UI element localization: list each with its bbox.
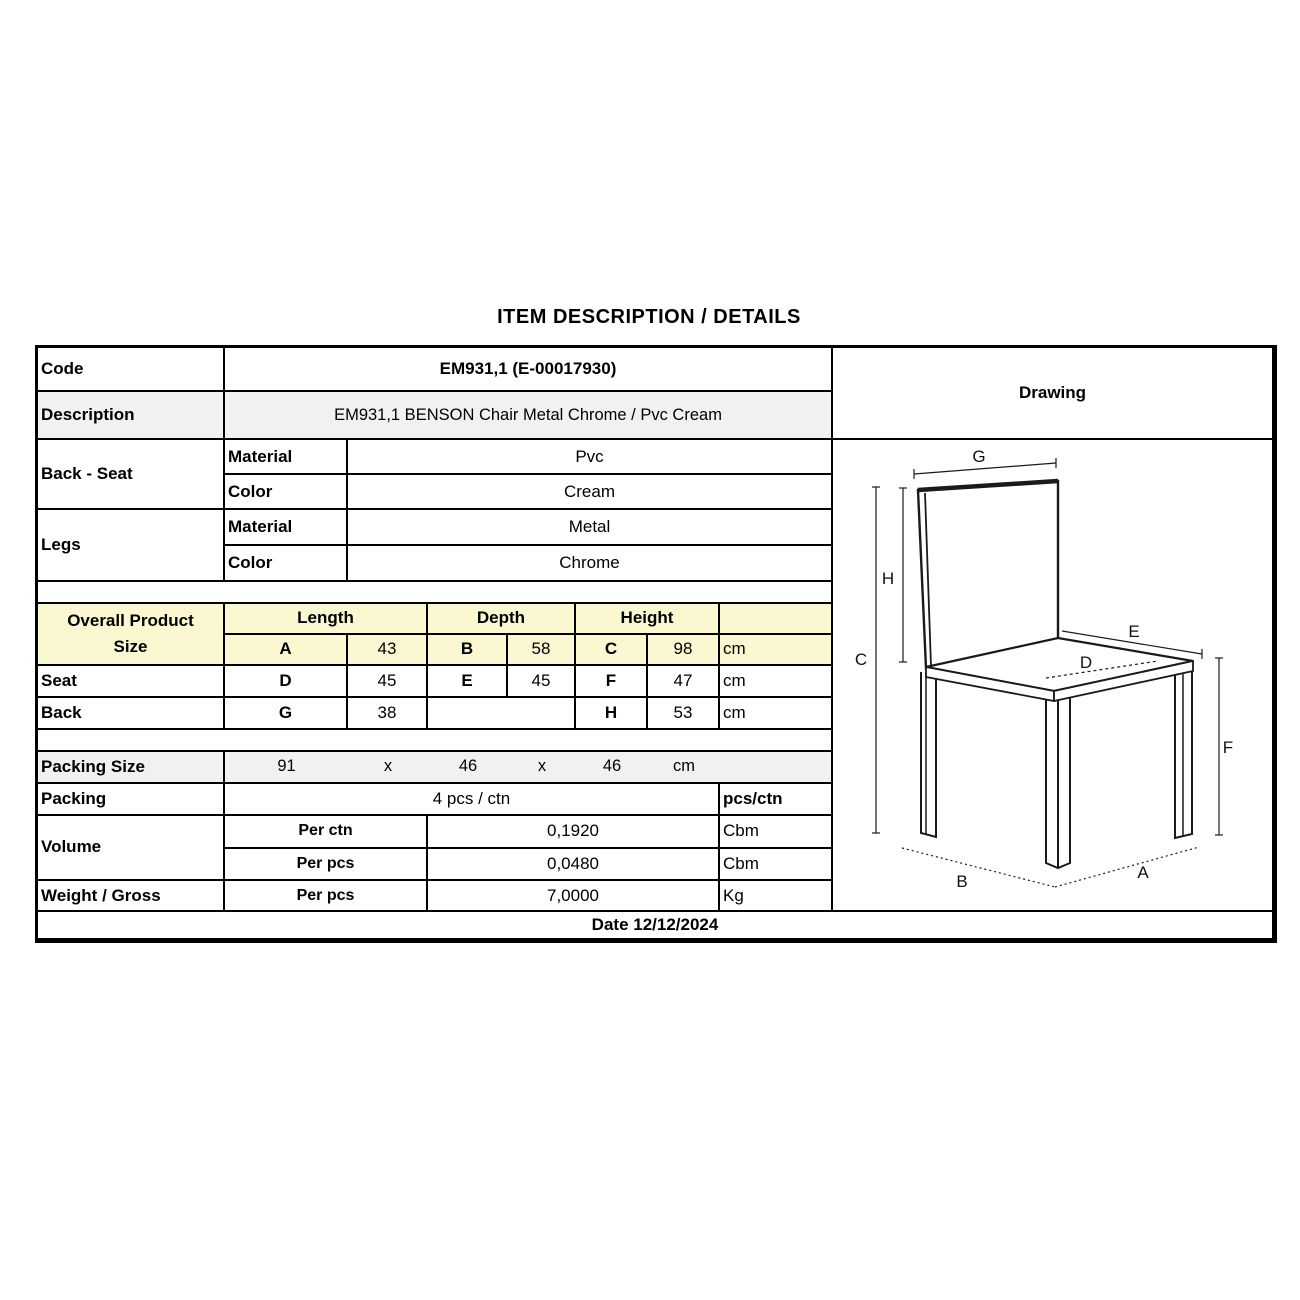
seat-length-value: 45 bbox=[348, 666, 428, 698]
legs-color-value: Chrome bbox=[348, 546, 833, 582]
chair-drawing bbox=[836, 440, 1269, 905]
size-header-unit-empty bbox=[720, 604, 833, 634]
dim-label-e: E bbox=[1128, 622, 1140, 641]
weight-per-pcs-label: Per pcs bbox=[225, 881, 428, 912]
packing-size-part: 46 bbox=[602, 757, 622, 776]
dim-label-c: C bbox=[854, 650, 868, 669]
seat-depth-key: E bbox=[428, 666, 508, 698]
spacer-cell bbox=[38, 582, 833, 604]
spacer-cell bbox=[38, 730, 833, 752]
back-seat-group-label: Back - Seat bbox=[38, 440, 225, 510]
date-row bbox=[38, 912, 1274, 940]
size-header-depth: Depth bbox=[428, 604, 576, 634]
back-height-key: H bbox=[576, 698, 648, 730]
size-header-height: Height bbox=[576, 604, 720, 634]
description-value: EM931,1 BENSON Chair Metal Chrome / Pvc Cream bbox=[225, 392, 833, 440]
back-depth-empty bbox=[428, 698, 576, 730]
volume-per-ctn-value: 0,1920 bbox=[428, 816, 720, 849]
back-seat-color-value: Cream bbox=[348, 475, 833, 510]
volume-per-pcs-value: 0,0480 bbox=[428, 849, 720, 881]
back-length-key: G bbox=[225, 698, 348, 730]
back-seat-material-row bbox=[38, 440, 1274, 475]
back-length-value: 38 bbox=[348, 698, 428, 730]
drawing-area bbox=[833, 440, 1274, 912]
legs-color-label: Color bbox=[225, 546, 348, 582]
overall-depth-key: B bbox=[428, 635, 508, 666]
volume-label: Volume bbox=[38, 816, 225, 881]
weight-value: 7,0000 bbox=[428, 881, 720, 912]
packing-size-label: Packing Size bbox=[38, 752, 225, 784]
seat-label: Seat bbox=[38, 666, 225, 698]
back-label: Back bbox=[38, 698, 225, 730]
overall-length-value: 43 bbox=[348, 635, 428, 666]
packing-size-part: 46 bbox=[458, 757, 478, 776]
dim-label-h: H bbox=[881, 569, 895, 588]
volume-per-ctn-unit: Cbm bbox=[720, 816, 833, 849]
overall-unit: cm bbox=[720, 635, 833, 666]
description-label: Description bbox=[38, 392, 225, 440]
packing-size-value bbox=[225, 752, 833, 784]
seat-length-key: D bbox=[225, 666, 348, 698]
seat-depth-value: 45 bbox=[508, 666, 576, 698]
overall-length-key: A bbox=[225, 635, 348, 666]
overall-height-key: C bbox=[576, 635, 648, 666]
code-value: EM931,1 (E-00017930) bbox=[225, 348, 833, 392]
dim-label-f: F bbox=[1222, 738, 1234, 757]
packing-label: Packing bbox=[38, 784, 225, 816]
chair-figure bbox=[918, 481, 1193, 868]
volume-per-pcs-unit: Cbm bbox=[720, 849, 833, 881]
packing-unit: pcs/ctn bbox=[720, 784, 833, 816]
overall-depth-value: 58 bbox=[508, 635, 576, 666]
legs-group-label: Legs bbox=[38, 510, 225, 582]
seat-unit: cm bbox=[720, 666, 833, 698]
weight-label: Weight / Gross bbox=[38, 881, 225, 912]
volume-per-pcs-label: Per pcs bbox=[225, 849, 428, 881]
back-seat-material-value: Pvc bbox=[348, 440, 833, 475]
dim-line-b bbox=[902, 848, 1055, 887]
back-seat-color-label: Color bbox=[225, 475, 348, 510]
dim-label-b: B bbox=[956, 872, 968, 891]
code-label: Code bbox=[38, 348, 225, 392]
chair-left-leg bbox=[921, 672, 936, 837]
packing-size-part: cm bbox=[673, 757, 695, 776]
back-unit: cm bbox=[720, 698, 833, 730]
back-height-value: 53 bbox=[648, 698, 720, 730]
code-row bbox=[38, 348, 1274, 392]
seat-height-key: F bbox=[576, 666, 648, 698]
dim-line-c bbox=[872, 487, 880, 833]
date-value: Date 12/12/2024 bbox=[38, 912, 1274, 940]
seat-height-value: 47 bbox=[648, 666, 720, 698]
dim-line-h bbox=[899, 488, 907, 662]
legs-material-value: Metal bbox=[348, 510, 833, 546]
packing-value: 4 pcs / ctn bbox=[225, 784, 720, 816]
dim-label-g: G bbox=[972, 447, 986, 466]
size-corner-label: Overall Product Size bbox=[38, 604, 225, 665]
spec-table bbox=[35, 345, 1277, 943]
volume-per-ctn-label: Per ctn bbox=[225, 816, 428, 849]
size-header-length: Length bbox=[225, 604, 428, 634]
chair-backrest bbox=[918, 481, 1058, 668]
dim-line-f bbox=[1215, 658, 1223, 835]
weight-unit: Kg bbox=[720, 881, 833, 912]
legs-material-label: Material bbox=[225, 510, 348, 546]
dim-label-d: D bbox=[1079, 653, 1093, 672]
dim-line-a bbox=[1055, 847, 1199, 887]
packing-size-part: x bbox=[383, 757, 393, 776]
back-seat-material-label: Material bbox=[225, 440, 348, 475]
packing-size-part: x bbox=[537, 757, 547, 776]
dim-label-a: A bbox=[1137, 863, 1149, 882]
drawing-header: Drawing bbox=[833, 348, 1274, 440]
overall-height-value: 98 bbox=[648, 635, 720, 666]
packing-size-part: 91 bbox=[277, 757, 296, 776]
page-title: ITEM DESCRIPTION / DETAILS bbox=[497, 306, 801, 328]
